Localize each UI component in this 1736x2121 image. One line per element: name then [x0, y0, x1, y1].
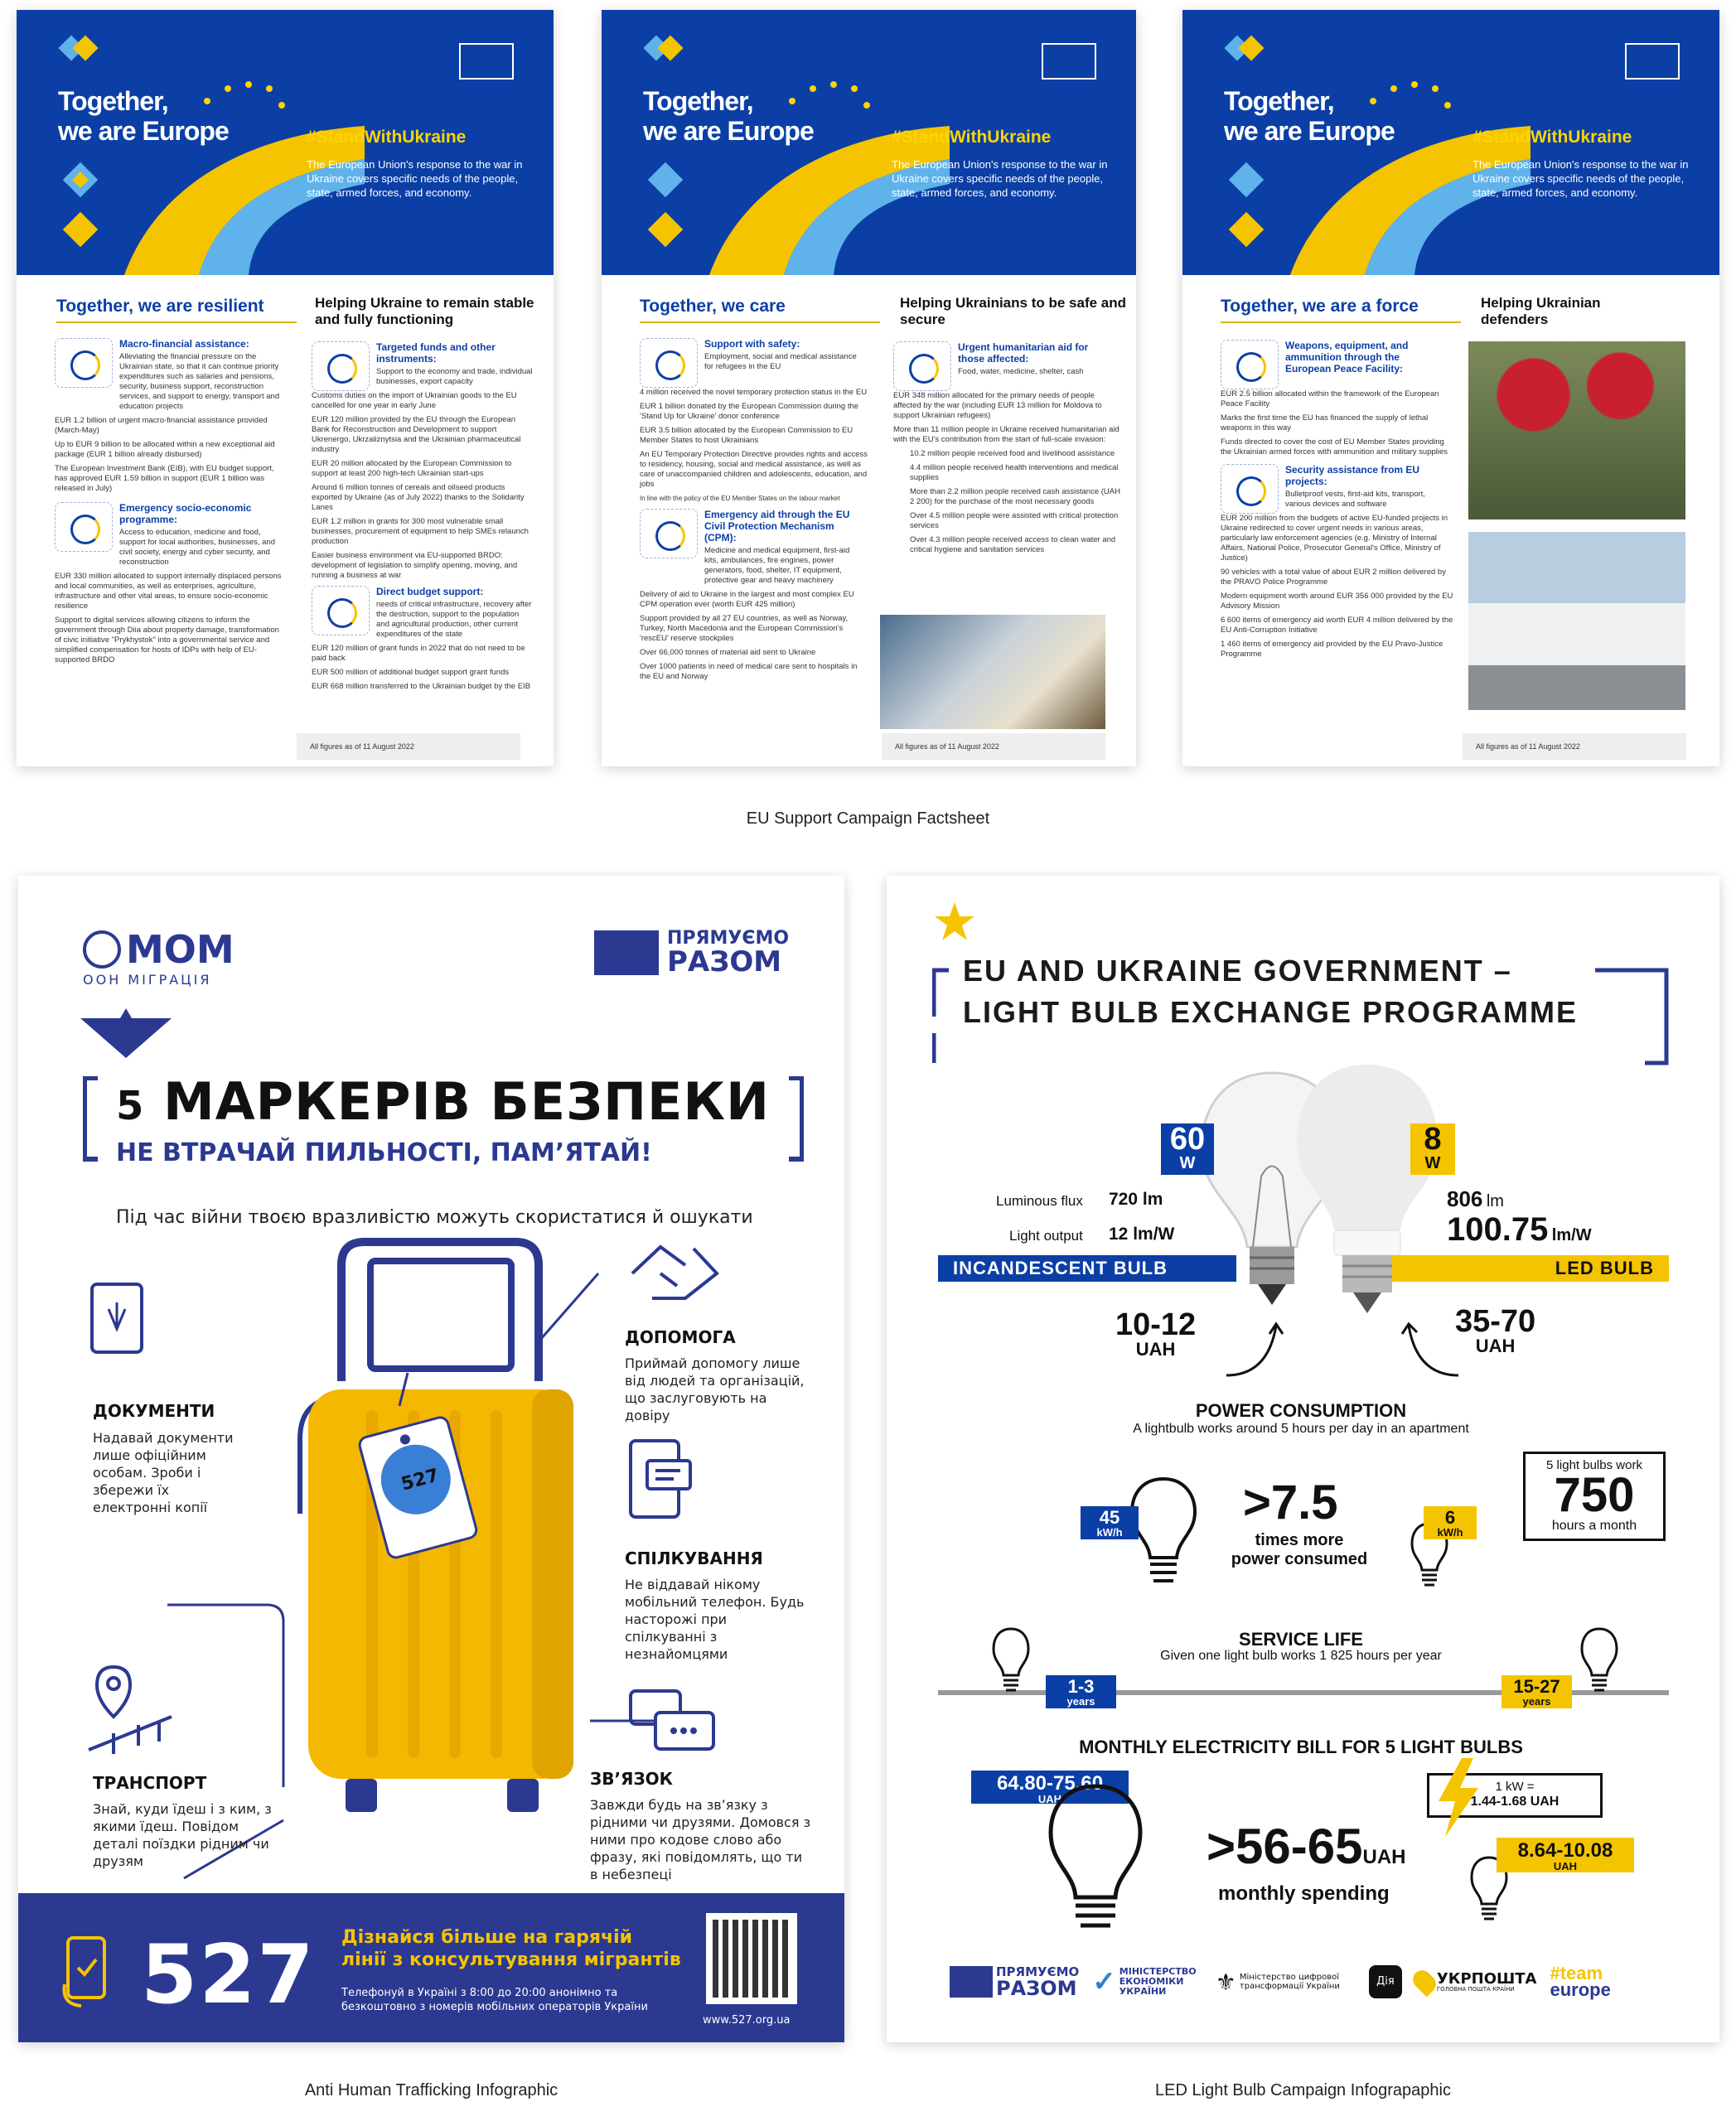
- footer-note: All figures as of 11 August 2022: [882, 733, 1105, 760]
- bullet: Delivery of aid to Ukraine in the largest and most complex EU CPM operation ever (worth EUR 425 million): [640, 590, 854, 609]
- bullet: The European Investment Bank (EIB), with EU budget support, has approved EUR 1.59 billion in support (EUR 1 billion was released in July): [55, 464, 274, 493]
- block-text: Access to education, medicine and food, support for local authorities, businesses, and civil society, energy and cyber security, and reconstruction: [119, 528, 275, 567]
- kwh-unit: kW/h: [1437, 1526, 1463, 1539]
- kwh-unit: kW/h: [1096, 1526, 1123, 1539]
- security-icon: [1221, 464, 1279, 514]
- sponsor-diia: Дія: [1369, 1965, 1402, 1998]
- bill-value: 8.64-10.08: [1517, 1839, 1613, 1862]
- bullet: EUR 3.5 billion allocated by the European Commission to EU Member States to host Ukrainians: [640, 426, 853, 445]
- life-value: 15-27: [1513, 1676, 1560, 1697]
- sponsor-strip: [950, 1957, 1662, 2007]
- bulb-icon-bill: [1046, 1781, 1145, 1939]
- block-heading: Emergency socio-economic programme:: [119, 502, 252, 525]
- factsheet-header: [602, 10, 1136, 275]
- block-heading: Macro-financial assistance:: [119, 338, 249, 350]
- kwh-value: 45: [1099, 1507, 1120, 1528]
- flux-led-unit: lm: [1486, 1192, 1504, 1210]
- bullet: Over 4.5 million people were assisted with critical protection services: [910, 511, 1119, 530]
- block-heading: Weapons, equipment, and ammunition through the European Peace Facility:: [1285, 340, 1409, 374]
- bullet: 1 460 items of emergency aid provided by the EU Pravo-Justice Programme: [1221, 640, 1443, 659]
- caption-trafficking: Anti Human Trafficking Infographic: [304, 2081, 559, 2099]
- flux-label: Luminous flux: [996, 1193, 1083, 1209]
- marker-transport-title: ТРАНСПОРТ: [93, 1773, 207, 1793]
- block-text: Support to the economy and trade, individual businesses, export capacity: [376, 367, 533, 386]
- life-heading: SERVICE LIFE: [1239, 1629, 1363, 1650]
- factsheet-title: Together, we are Europe: [643, 86, 814, 146]
- watt-unit: W: [1179, 1154, 1196, 1172]
- price-value: 35-70: [1455, 1304, 1536, 1339]
- lead-text: Під час війни твоєю вразливістю можуть скористатися й ошукати: [116, 1207, 753, 1228]
- bullet: Over 1000 patients in need of medical care sent to hospitals in the EU and Norway: [640, 662, 858, 681]
- factsheet-force: [1182, 10, 1719, 766]
- intro-text: The European Union's response to the war in Ukraine covers specific needs of the people, state, armed forces, and economy.: [892, 158, 1108, 199]
- marker-contact-title: ЗВ’ЯЗОК: [590, 1769, 674, 1789]
- handshake-icon: [627, 1240, 723, 1307]
- hotline-heading: Дізнайся більше на гарячій лінії з консультування мігрантів: [341, 1927, 681, 1970]
- sponsor-line-1: ПРЯМУЄМО: [996, 1964, 1080, 1979]
- sponsor-ukrposhta: [1415, 1969, 1537, 1994]
- intro-text: The European Union's response to the war in Ukraine covers specific needs of the people, state, armed forces, and economy.: [307, 158, 523, 199]
- title-line-2: LIGHT BULB EXCHANGE PROGRAMME: [963, 995, 1578, 1029]
- bullet: Modern equipment worth around EUR 356 000 provided by the EU Advisory Mission: [1221, 592, 1453, 611]
- life-incandescent-badge: [1046, 1675, 1116, 1708]
- factsheet-header: [1182, 10, 1719, 275]
- finance-icon: [55, 338, 113, 388]
- power-heading: POWER CONSUMPTION: [1195, 1400, 1407, 1421]
- warehouse-photo: [880, 615, 1105, 729]
- team-line-2: europe: [1550, 1979, 1611, 2000]
- lightning-icon: [1434, 1758, 1483, 1837]
- bullet: EUR 668 million transferred to the Ukrainian budget by the EIB: [312, 682, 531, 691]
- life-unit: years: [1522, 1695, 1551, 1708]
- column-left: [55, 338, 287, 669]
- checkmark-icon: ✓: [1092, 1966, 1116, 1998]
- life-text: Given one light bulb works 1 825 hours per year: [1160, 1649, 1442, 1663]
- bullet: EUR 200 million from the budgets of active EU-funded projects in Ukraine redirected to cover urgent needs in various areas, particularly law enforcement agencies (e.g. Ministry of Internal Affairs, National Police, Prosecutor General's Office, Ministry of Justice): [1221, 514, 1448, 563]
- footnote: In line with the policy of the EU Member States on the labour market: [640, 495, 840, 502]
- luggage-tag-number: 527: [399, 1465, 442, 1495]
- hours-value: 750: [1554, 1468, 1635, 1522]
- bullet: Funds directed to cover the cost of EU Member States providing the Ukrainian armed forces with ammunition and military supplies: [1221, 437, 1448, 457]
- spending-currency: UAH: [1362, 1846, 1406, 1868]
- hours-box: [1523, 1452, 1666, 1541]
- section-title: Together, we care: [640, 297, 880, 323]
- pin-icon: [1410, 1967, 1440, 1998]
- life-value: 1-3: [1067, 1676, 1095, 1697]
- title-line-1: EU AND UKRAINE GOVERNMENT –: [963, 954, 1512, 988]
- bullet: EUR 1.2 million in grants for 300 most vulnerable small businesses, procurement of equipment to help SMEs relaunch production: [312, 517, 529, 546]
- title-text: МАРКЕРІВ БЕЗПЕКИ: [163, 1071, 770, 1132]
- website-link[interactable]: www.527.org.ua: [703, 2014, 791, 2027]
- bill-unit: UAH: [1553, 1860, 1578, 1872]
- passport-icon: [89, 1278, 147, 1356]
- spending-text: monthly spending: [1218, 1882, 1390, 1905]
- incandescent-label: INCANDESCENT BULB: [953, 1258, 1168, 1278]
- bullet: EUR 2.5 billion allocated within the framework of the European Peace Facility: [1221, 389, 1439, 408]
- output-led: [1447, 1211, 1592, 1249]
- watt-unit: W: [1424, 1154, 1441, 1172]
- block-heading: Support with safety:: [704, 338, 800, 350]
- bullet: 4 million received the novel temporary protection status in the EU: [640, 388, 868, 397]
- times-text: [1216, 1531, 1382, 1569]
- bullet: Support provided by all 27 EU countries, as well as Norway, Turkey, North Macedonia and the European Commission's 'rescEU' reserve stockpiles: [640, 614, 849, 643]
- bullet: EUR 1.2 billion of urgent macro-financial assistance provided (March-May): [55, 416, 268, 435]
- marker-documents-title: ДОКУМЕНТИ: [93, 1401, 215, 1421]
- logo-text: МОМ: [126, 927, 235, 972]
- section-subtitle: Helping Ukrainian defenders: [1481, 295, 1601, 327]
- kwh-value: 6: [1444, 1507, 1456, 1528]
- partner-line-2: РАЗОМ: [667, 945, 782, 978]
- sponsor-line-2: РАЗОМ: [996, 1976, 1077, 2000]
- intro-text: The European Union's response to the war in Ukraine covers specific needs of the people, state, armed forces, and economy.: [1472, 158, 1689, 199]
- marker-transport-text: Знай, куди їдеш і з ким, з якими їдеш. Повідом деталі поїздки рідним чи друзям: [93, 1801, 272, 1869]
- qr-code[interactable]: [706, 1913, 797, 2004]
- section-subtitle: Helping Ukrainians to be safe and secure: [900, 295, 1127, 327]
- power-text: A lightbulb works around 5 hours per day in an apartment: [1133, 1422, 1469, 1436]
- bullet: EUR 348 million allocated for the primary needs of people affected by the war (including EUR 13 million for Moldova to support Ukrainian refugees): [893, 391, 1102, 420]
- hashtag: #StandWithUkraine: [892, 128, 1052, 147]
- marker-communication-text: Не віддавай нікому мобільний телефон. Будь насторожі при спілкуванні з незнайомцями: [625, 1577, 805, 1662]
- led-label: LED BULB: [1555, 1258, 1654, 1278]
- output-led-unit: lm/W: [1551, 1226, 1592, 1244]
- bullet: Customs duties on the import of Ukrainian goods to the EU cancelled for one year in early June: [312, 391, 517, 410]
- price-currency: UAH: [1475, 1336, 1516, 1356]
- flux-incandescent: 720 lm: [1109, 1190, 1163, 1209]
- price-value: 10-12: [1115, 1307, 1197, 1342]
- flux-led: [1447, 1186, 1504, 1212]
- bullet: EUR 120 million of grant funds in 2022 that do not need to be paid back: [312, 644, 525, 663]
- bullet: 4.4 million people received health interventions and medical supplies: [910, 463, 1119, 482]
- block-heading: Targeted funds and other instruments:: [376, 341, 496, 365]
- block-text: Employment, social and medical assistance for refugees in the EU: [704, 352, 857, 371]
- bill-led-badge: [1497, 1838, 1634, 1872]
- spending-value: [1206, 1818, 1406, 1875]
- incandescent-watt-badge: [1161, 1123, 1214, 1175]
- watt-value: 60: [1169, 1122, 1206, 1157]
- weapons-icon: [1221, 340, 1279, 389]
- energy-icon: [312, 586, 370, 635]
- bullet: Support to digital services allowing citizens to inform the government through Diia about property damage, transformation of civic initiative "Prykhystok" into a governmental service and simplified compensation for hosts of IDPs with help of EU-supported BRDO: [55, 616, 279, 664]
- bullet: 10.2 million people received food and livelihood assistance: [910, 449, 1115, 458]
- block-heading: Direct budget support:: [376, 586, 484, 597]
- led-watt-badge: [1410, 1123, 1455, 1175]
- bill-heading: MONTHLY ELECTRICITY BILL FOR 5 LIGHT BULBS: [1079, 1737, 1523, 1757]
- bulb-icon-large: [1129, 1475, 1199, 1591]
- marker-help-text: Приймай допомогу лише від людей та організацій, що заслуговують на довіру: [625, 1355, 805, 1423]
- bullet: Up to EUR 9 billion to be allocated within a new exceptional aid package (EUR 1 billion already disbursed): [55, 440, 275, 459]
- times-value: >7.5: [1243, 1476, 1338, 1529]
- hours-unit: hours a month: [1551, 1519, 1637, 1533]
- output-led-value: 100.75: [1447, 1211, 1549, 1248]
- life-unit: years: [1066, 1695, 1095, 1708]
- bullet: EUR 330 million allocated to support internally displaced persons and local communities, as well as enterprises, agriculture, infrastructure and other vital areas, to ensure socio-economic resilience: [55, 572, 282, 611]
- sponsor-economy: [1092, 1965, 1202, 1998]
- bill-value: 64.80-75.60: [996, 1772, 1104, 1795]
- bullet: An EU Temporary Protection Directive provides rights and access to residency, housing, social and medical assistance, as well as care of unaccompanied children and adolescents, education, and jobs: [640, 450, 868, 489]
- marker-communication-title: СПІЛКУВАННЯ: [625, 1548, 763, 1568]
- city-icon: [312, 341, 370, 391]
- block-text: Food, water, medicine, shelter, cash: [958, 367, 1084, 376]
- factsheet-title: Together, we are Europe: [58, 86, 229, 146]
- flux-led-value: 806: [1447, 1186, 1483, 1211]
- footer-note: All figures as of 11 August 2022: [297, 733, 520, 760]
- bullet: Over 66,000 tonnes of material aid sent to Ukraine: [640, 648, 816, 657]
- section-subtitle: Helping Ukraine to remain stable and fully functioning: [315, 295, 534, 327]
- sponsor-economy-text: МІНІСТЕРСТВО ЕКОНОМІКИ УКРАЇНИ: [1119, 1966, 1197, 1997]
- eu-flag-icon: [950, 1966, 993, 1998]
- price-incandescent: [1115, 1309, 1196, 1359]
- block-text: Alleviating the financial pressure on the Ukrainian state, so that it can continue priority expenditures such as salaries and pensions, security, business support, reconstruction services, and support to energy, transport and education projects: [119, 352, 280, 411]
- led-kwh-badge: [1424, 1506, 1477, 1539]
- led-title: [963, 950, 1578, 1033]
- team-line-1: #team: [1550, 1963, 1603, 1984]
- block-heading: Urgent humanitarian aid for those affected:: [958, 341, 1089, 365]
- title-number: 5: [116, 1083, 145, 1129]
- caption-led: LED Light Bulb Campaign Infograpaphic: [1155, 2081, 1451, 2099]
- sponsor-digital-text: Міністерство цифрової трансформації України: [1239, 1973, 1340, 1991]
- marker-documents-text: Надавай документи лише офіційним особам. Зроби і збережи їх електронні копії: [93, 1430, 234, 1515]
- sponsor-team-europe: [1550, 1965, 1611, 1998]
- eu-flag-icon: [1042, 43, 1096, 80]
- column-left: [640, 338, 868, 686]
- factsheet-header: [17, 10, 554, 275]
- humanitarian-icon: [893, 341, 951, 391]
- partner-line-1: ПРЯМУЄМО: [667, 928, 790, 949]
- block-heading: Emergency aid through the EU Civil Protection Mechanism (CPM):: [704, 509, 850, 544]
- bullet: EUR 1 billion donated by the European Commission during the 'Stand Up for Ukraine' donor conference: [640, 402, 859, 421]
- marker-help-title: ДОПОМОГА: [625, 1327, 736, 1347]
- block-text: needs of critical infrastructure, recovery after the destruction, support to the population and agricultural production, other current expenditures of the state: [376, 600, 532, 639]
- bill-unit: UAH: [1037, 1793, 1062, 1805]
- block-text: Medicine and medical equipment, first-aid kits, ambulances, fire engines, power generators, food, shelter, IT equipment, protective gear and heavy machinery: [704, 546, 850, 585]
- trafficking-infographic: [18, 876, 844, 2042]
- bullet: More than 2.2 million people received cash assistance (UAH 2 200) for the purchase of the most necessary goods: [910, 487, 1120, 506]
- bullet: 6 600 items of emergency aid worth EUR 4 million delivered by the EU Anti-Corruption Initiative: [1221, 616, 1453, 635]
- led-bar: [1392, 1255, 1669, 1282]
- life-led-badge: [1501, 1675, 1572, 1708]
- column-left: [1221, 340, 1457, 664]
- footer-note: All figures as of 11 August 2022: [1463, 733, 1686, 760]
- soldiers-photo: [1468, 341, 1685, 519]
- times-text-1: times more: [1255, 1531, 1344, 1549]
- arrow-icons: [1218, 1317, 1467, 1384]
- price-currency: UAH: [1135, 1339, 1176, 1360]
- bullet: Over 4.3 million people received access to clean water and critical hygiene and sanitation services: [910, 535, 1116, 554]
- bulb-icon-left: [990, 1626, 1032, 1700]
- people-icon: [55, 502, 113, 552]
- route-pin-icon: [80, 1659, 180, 1758]
- marker-contact-text: Завжди будь на зв’язку з рідними чи друзями. Домовся з ними про кодове слово або фразу, які повідомлять, що ти в небезпеці: [590, 1797, 811, 1882]
- spending-amount: >56-65: [1206, 1819, 1363, 1874]
- bullet: More than 11 million people in Ukraine received humanitarian aid with the EU's contribution from the start of full-scale invasion:: [893, 425, 1119, 444]
- bullet: 90 vehicles with a total value of about EUR 2 million delivered by the PRAVO Police Programme: [1221, 568, 1446, 587]
- incandescent-bar: [938, 1255, 1236, 1282]
- sponsor-prjamuyemo: [950, 1966, 1079, 1998]
- bullet: Easier business environment via EU-supported BRDO: development of legislation to simplify opening, moving, and running a business at war: [312, 551, 518, 580]
- output-incandescent: 12 lm/W: [1109, 1225, 1175, 1244]
- watt-value: 8: [1424, 1122, 1442, 1157]
- bullet: Around 6 million tonnes of cereals and oilseed products exported by Ukraine (as of July 2022) thanks to the Solidarity Lanes: [312, 483, 525, 512]
- bullet: EUR 20 million allocated by the European Commission to support at least 200 high-tech Ukrainian start-ups: [312, 459, 512, 478]
- factsheet-title: Together, we are Europe: [1224, 86, 1395, 146]
- aid-icon: [640, 509, 698, 558]
- hashtag: #StandWithUkraine: [307, 128, 467, 147]
- bullet: EUR 120 million provided by the EU through the European Bank for Reconstruction and Development to support Ukrenergo, Ukrzaliznytsia and the Ukrainian pharmaceutical industry: [312, 415, 521, 454]
- hashtag: #StandWithUkraine: [1472, 128, 1632, 147]
- factsheet-resilient: [17, 10, 554, 766]
- phone-chat-icon: [627, 1437, 694, 1520]
- hotline-text: Телефонуй в Україні з 8:00 до 20:00 анонімно та безкоштовно з номерів мобільних операторів України: [341, 1987, 648, 2013]
- rate-line-2: 1.44-1.68 UAH: [1470, 1794, 1559, 1809]
- block-text: Bulletproof vests, first-aid kits, transport, various devices and software: [1285, 490, 1425, 509]
- section-title: Together, we are a force: [1221, 297, 1461, 323]
- section-title: Together, we are resilient: [56, 297, 297, 323]
- column-right: [893, 341, 1121, 559]
- price-led: [1455, 1306, 1535, 1355]
- hotline-number: 527: [141, 1928, 316, 2022]
- chat-bubbles-icon: [627, 1688, 718, 1758]
- sponsor-digital: [1216, 1969, 1356, 1996]
- caption-factsheet: EU Support Campaign Factsheet: [746, 809, 990, 828]
- output-label: Light output: [1009, 1228, 1083, 1244]
- ukrposhta-name: УКРПОШТА: [1436, 1969, 1537, 1988]
- logo-subtext: ООН МІГРАЦІЯ: [83, 972, 212, 988]
- bullet: Marks the first time the EU has financed the supply of lethal weapons in this way: [1221, 413, 1429, 432]
- hours-label: 5 light bulbs work: [1546, 1458, 1642, 1472]
- subtitle: НЕ ВТРАЧАЙ ПИЛЬНОСТІ, ПАМ’ЯТАЙ!: [116, 1138, 652, 1167]
- hotline-banner: [18, 1893, 844, 2042]
- incandescent-kwh-badge: [1081, 1506, 1139, 1539]
- ukrposhta-tagline: ГОЛОВНА ПОШТА КРАЇНИ: [1436, 1985, 1515, 1993]
- column-right: [312, 341, 535, 696]
- block-heading: Security assistance from EU projects:: [1285, 464, 1420, 487]
- star-icon: [935, 902, 974, 940]
- bullet: EUR 500 million of additional budget support grant funds: [312, 668, 510, 677]
- eu-flag-icon: [1625, 43, 1680, 80]
- factsheet-care: [602, 10, 1136, 766]
- safety-icon: [640, 338, 698, 388]
- phone-hand-icon: [61, 1935, 119, 2009]
- eu-flag-icon: [459, 43, 514, 80]
- vehicles-photo: [1468, 532, 1685, 710]
- times-text-2: power consumed: [1231, 1550, 1368, 1568]
- bulb-icon-right: [1579, 1626, 1620, 1700]
- trident-icon: ⚜: [1215, 1969, 1236, 1995]
- led-bulb-illustration: [1297, 1060, 1438, 1326]
- rate-line-1: 1 kW =: [1495, 1780, 1535, 1794]
